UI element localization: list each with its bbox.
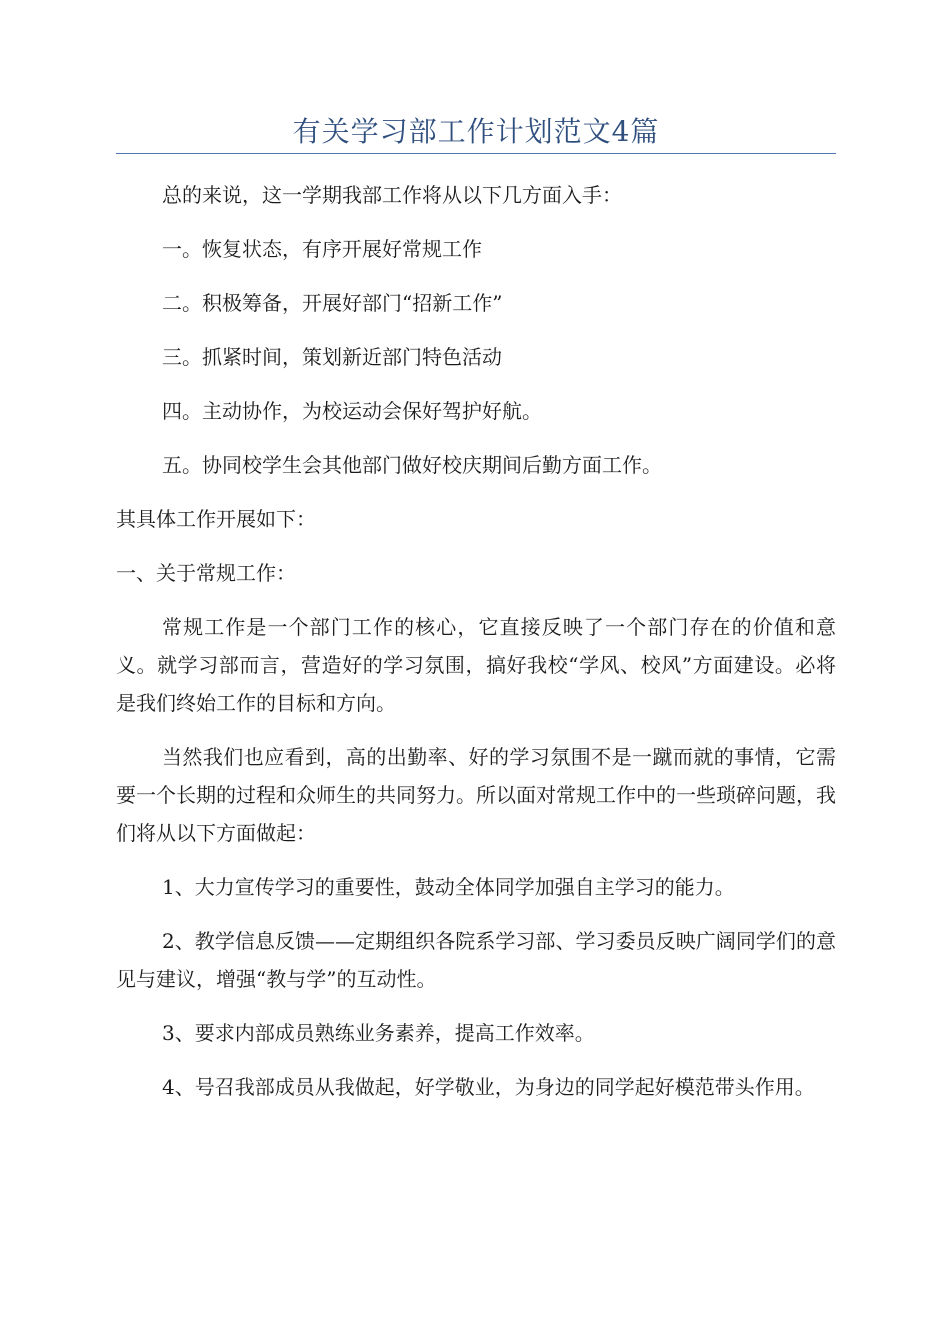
- list-item-3: 3、要求内部成员熟练业务素养，提高工作效率。: [162, 1021, 595, 1045]
- list-item-1: 1、大力宣传学习的重要性，鼓动全体同学加强自主学习的能力。: [162, 875, 735, 899]
- title-underline: [116, 153, 836, 154]
- list-item-2: 2、教学信息反馈——定期组织各院系学习部、学习委员反映广阔同学们的意见与建议，增强“教与学”的互动性。: [116, 929, 836, 991]
- list-item-4: 4、号召我部成员从我做起，好学敬业，为身边的同学起好模范带头作用。: [162, 1075, 815, 1099]
- paragraph-item-5: 五。协同校学生会其他部门做好校庆期间后勤方面工作。: [162, 453, 662, 477]
- section-heading-routine: 一、关于常规工作：: [116, 561, 296, 585]
- document-title: 有关学习部工作计划范文4篇: [292, 115, 660, 148]
- paragraph-item-3: 三。抓紧时间，策划新近部门特色活动: [162, 345, 502, 369]
- paragraph-routine-core: 常规工作是一个部门工作的核心，它直接反映了一个部门存在的价值和意义。就学习部而言，营造好的学习氛围，搞好我校“学风、校风”方面建设。必将是我们终始工作的目标和方向。: [116, 615, 836, 715]
- paragraph-routine-effort: 当然我们也应看到，高的出勤率、好的学习氛围不是一蹴而就的事情，它需要一个长期的过程和众师生的共同努力。所以面对常规工作中的一些琐碎问题，我们将从以下方面做起：: [116, 745, 836, 845]
- paragraph-intro: 总的来说，这一学期我部工作将从以下几方面入手：: [162, 183, 622, 207]
- paragraph-item-1: 一。恢复状态，有序开展好常规工作: [162, 237, 482, 261]
- paragraph-details-heading: 其具体工作开展如下：: [116, 507, 316, 531]
- paragraph-item-2: 二。积极筹备，开展好部门“招新工作”: [162, 291, 503, 315]
- paragraph-item-4: 四。主动协作，为校运动会保好驾护好航。: [162, 399, 542, 423]
- document-body: [116, 176, 836, 1106]
